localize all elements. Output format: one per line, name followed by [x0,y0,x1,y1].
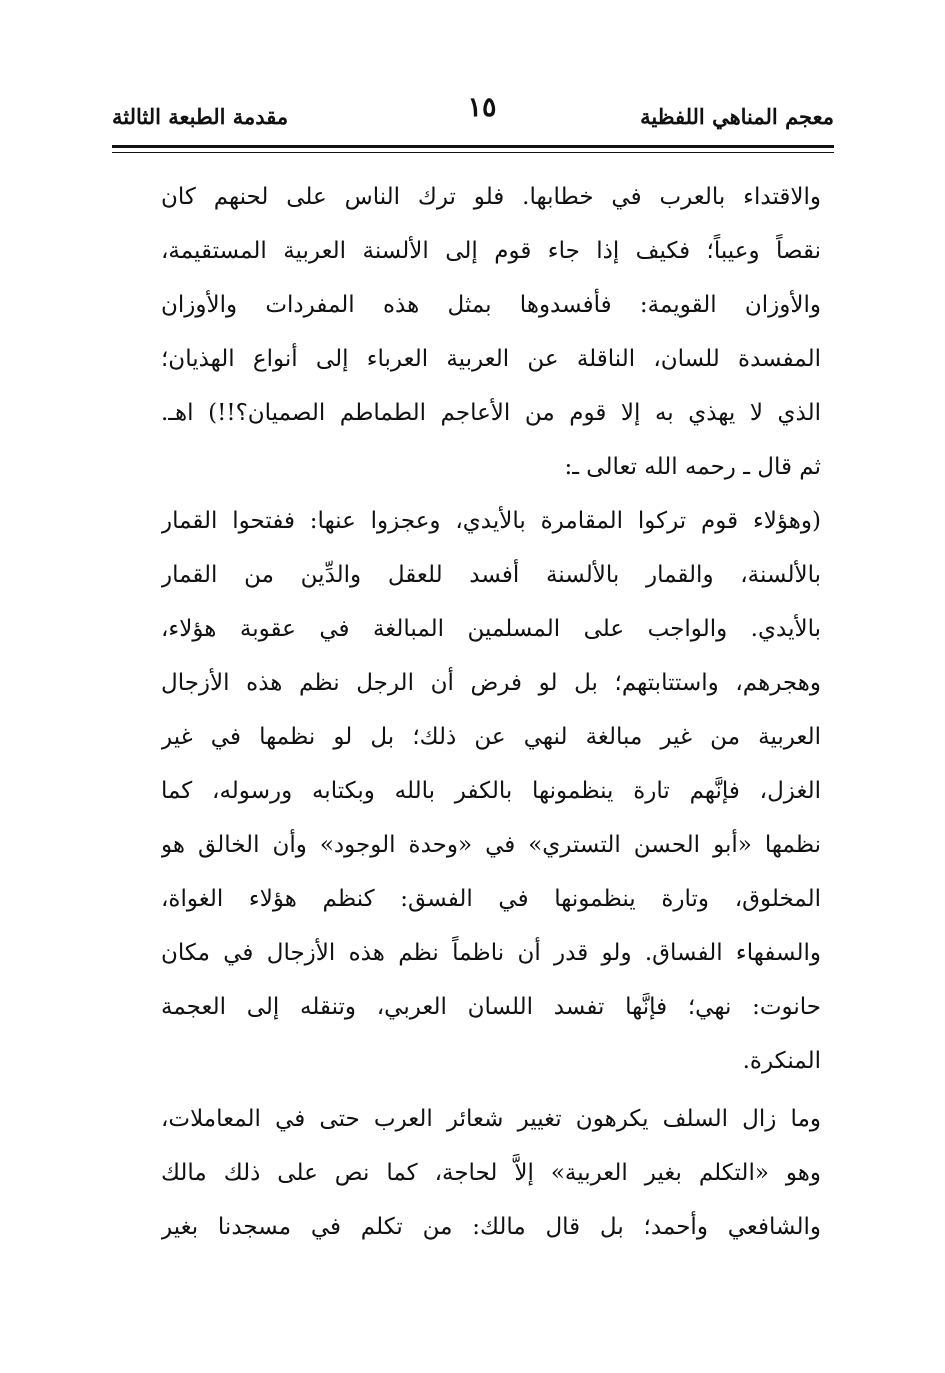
book-title: معجم المناهي اللفظية [640,104,834,129]
text-line: نظمها «أبو الحسن التستري» في «وحدة الوجود» وأن الخالق هو [161,832,821,858]
text-line: والشافعي وأحمد؛ بل قال مالك: من تكلم في مسجدنا بغير [161,1214,821,1240]
text-line: وما زال السلف يكرهون تغيير شعائر العرب حتى في المعاملات، [161,1106,821,1132]
text-line: المنكرة. [742,1048,821,1074]
text-line: بالألسنة، والقمار بالألسنة أفسد للعقل والدِّين من القمار [161,562,821,588]
text-line: والأوزان القويمة: فأفسدوها بمثل هذه المفردات والأوزان [161,292,821,318]
header-rule-thin [112,152,834,153]
text-line: الذي لا يهذي به إلا قوم من الأعاجم الطماطم الصميان؟!!) اهـ. [161,400,821,426]
text-line: بالأيدي. والواجب على المسلمين المبالغة في عقوبة هؤلاء، [161,616,821,642]
page-number: ١٥ [467,92,497,123]
running-header [112,92,834,140]
text-line: العربية من غير مبالغة لنهي عن ذلك؛ بل لو نظمها في غير [161,724,821,750]
body-text [161,170,821,1240]
text-line: ثم قال ـ رحمه الله تعالى ـ: [564,454,821,480]
text-line: المفسدة للسان، الناقلة عن العربية العرباء إلى أنواع الهذيان؛ [161,346,821,372]
text-line: وهو «التكلم بغير العربية» إلاَّ لحاجة، كما نص على ذلك مالك [161,1160,821,1186]
text-line: والاقتداء بالعرب في خطابها. فلو ترك الناس على لحنهم كان [161,184,821,210]
text-line: الغزل، فإنَّهم تارة ينظمونها بالكفر بالله وبكتابه ورسوله، كما [161,778,821,804]
text-line: والسفهاء الفساق. ولو قدر أن ناظماً نظم هذه الأزجال في مكان [161,940,821,966]
text-line: نقصاً وعيباً؛ فكيف إذا جاء قوم إلى الألسنة العربية المستقيمة، [161,238,821,264]
text-line: حانوت: نهي؛ فإنَّها تفسد اللسان العربي، وتنقله إلى العجمة [161,994,821,1020]
header-rule-thick [112,145,834,148]
text-line: وهجرهم، واستتابتهم؛ بل لو فرض أن الرجل نظم هذه الأزجال [161,670,821,696]
section-title: مقدمة الطبعة الثالثة [112,104,289,129]
text-line: المخلوق، وتارة ينظمونها في الفسق: كنظم هؤلاء الغواة، [161,886,821,912]
text-line: (وهؤلاء قوم تركوا المقامرة بالأيدي، وعجزوا عنها: ففتحوا القمار [161,508,821,534]
